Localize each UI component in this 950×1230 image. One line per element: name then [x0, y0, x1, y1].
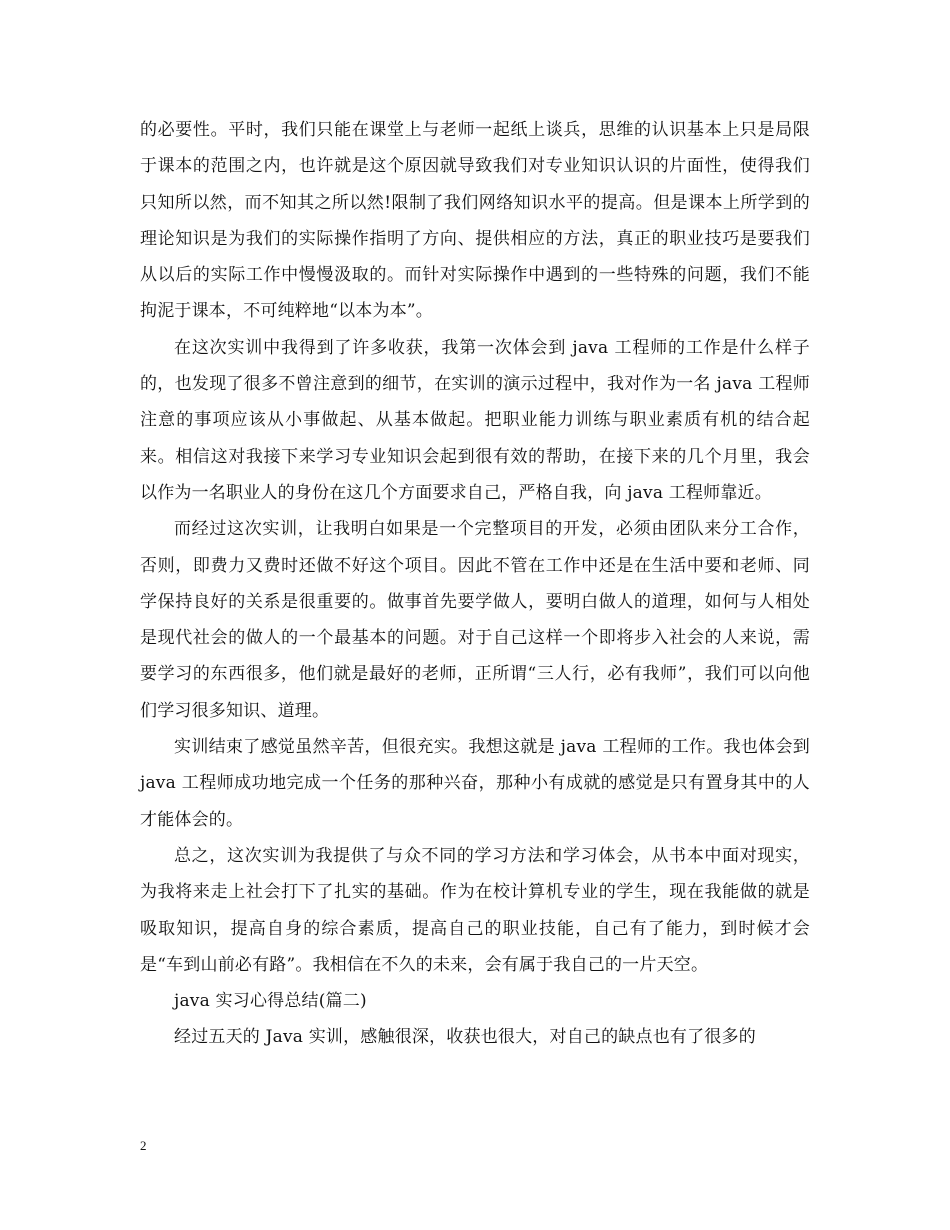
- paragraph-6: 经过五天的 Java 实训，感触很深，收获也很大，对自己的缺点也有了很多的: [174, 1027, 756, 1048]
- document-body: [140, 112, 810, 1056]
- paragraph-4: 实训结束了感觉虽然辛苦，但很充实。我想这就是 java 工程师的工作。我也体会到 java 工程师成功地完成一个任务的那种兴奋，那种小有成就的感觉是只有置身其中的人才能体会的。: [140, 737, 810, 830]
- paragraph-5: 总之，这次实训为我提供了与众不同的学习方法和学习体会，从书本中面对现实，为我将来走上社会打下了扎实的基础。作为在校计算机专业的学生，现在我能做的就是吸取知识，提高自身的综合素质，提高自己的职业技能，自己有了能力，到时候才会是“车到山前必有路”。我相信在不久的未来，会有属于我自己的一片天空。: [140, 845, 810, 975]
- paragraph-3: 而经过这次实训，让我明白如果是一个完整项目的开发，必须由团队来分工合作，否则，即费力又费时还做不好这个项目。因此不管在工作中还是在生活中要和老师、同学保持良好的关系是很重要的。做事首先要学做人，要明白做人的道理，如何与人相处是现代社会的做人的一个最基本的问题。对于自己这样一个即将步入社会的人来说，需要学习的东西很多，他们就是最好的老师，正所谓“三人行，必有我师”，我们可以向他们学习很多知识、道理。: [140, 519, 810, 721]
- paragraph-2: 在这次实训中我得到了许多收获，我第一次体会到 java 工程师的工作是什么样子的，也发现了很多不曾注意到的细节，在实训的演示过程中，我对作为一名 java 工程师注意的事项应该从小事做起、从基本做起。把职业能力训练与职业素质有机的结合起来。相信这对我接下来学习专业知识会起到很有效的帮助，在接下来的几个月里，我会以作为一名职业人的身份在这几个方面要求自己，严格自我，向 java 工程师靠近。: [140, 337, 810, 503]
- section-heading: java 实习心得总结(篇二): [174, 991, 367, 1012]
- paragraph-1: 的必要性。平时，我们只能在课堂上与老师一起纸上谈兵，思维的认识基本上只是局限于课本的范围之内，也许就是这个原因就导致我们对专业知识认识的片面性，使得我们只知所以然，而不知其之所以然!限制了我们网络知识水平的提高。但是课本上所学到的理论知识是为我们的实际操作指明了方向、提供相应的方法，真正的职业技巧是要我们从以后的实际工作中慢慢汲取的。而针对实际操作中遇到的一些特殊的问题，我们不能拘泥于课本，不可纯粹地“以本为本”。: [140, 120, 810, 322]
- page-number: 2: [140, 1138, 147, 1153]
